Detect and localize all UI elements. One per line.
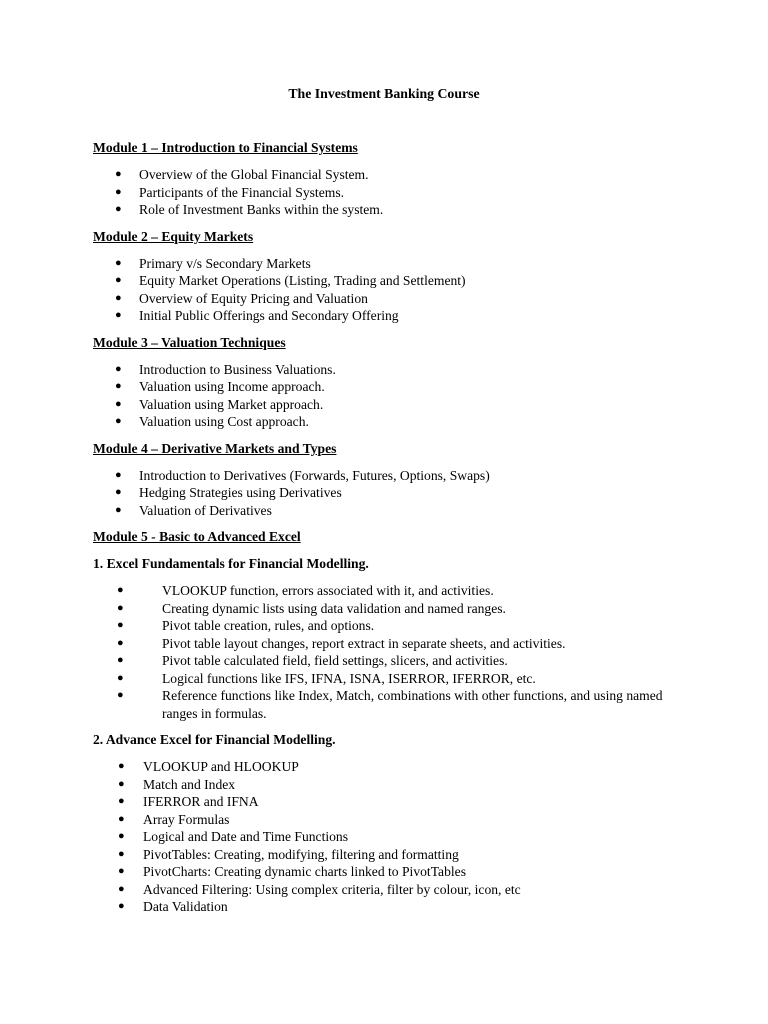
list-item-text: Valuation of Derivatives <box>139 502 272 518</box>
list-item-text: Pivot table layout changes, report extract in separate sheets, and activities. <box>162 635 566 651</box>
list-item-text: Introduction to Derivatives (Forwards, Futures, Options, Swaps) <box>139 467 490 483</box>
bullet-icon: ● <box>118 812 125 825</box>
bullet-icon: ● <box>115 203 122 215</box>
bullet-icon: ● <box>118 760 125 772</box>
list-item-text: VLOOKUP function, errors associated with it, and activities. <box>162 583 494 598</box>
list-item-text: Advanced Filtering: Using complex criteria, filter by colour, icon, etc <box>143 881 521 897</box>
list-item-text: Valuation using Cost approach. <box>139 414 309 429</box>
list-item <box>93 811 693 829</box>
module-heading: Module 5 - Basic to Advanced Excel <box>93 529 301 544</box>
list-item-text: Initial Public Offerings and Secondary Offering <box>139 308 399 323</box>
document-title: The Investment Banking Course <box>288 86 480 101</box>
bullet-icon: ● <box>115 468 122 481</box>
bullet-icon: ● <box>117 601 124 614</box>
bullet-icon: ● <box>118 777 125 790</box>
bullet-icon: ● <box>115 291 122 304</box>
list-item <box>93 582 693 600</box>
bullet-icon: ● <box>118 865 125 877</box>
bullet-icon: ● <box>115 168 122 180</box>
list-item-text: Hedging Strategies using Derivatives <box>139 485 342 500</box>
module-heading: Module 3 – Valuation Techniques <box>93 334 286 350</box>
list-item-text: Data Validation <box>143 899 228 914</box>
list-item-text: Valuation using Income approach. <box>139 379 325 394</box>
list-item-text: VLOOKUP and HLOOKUP <box>143 759 299 774</box>
list-item-text: PivotTables: Creating, modifying, filtering and formatting <box>143 846 459 862</box>
list-item <box>93 776 693 794</box>
list-item <box>93 290 693 308</box>
bullet-icon: ● <box>118 795 125 807</box>
bullet-icon: ● <box>118 900 125 912</box>
list-item-text: Reference functions like Index, Match, combinations with other functions, and using named ranges in formulas. <box>162 688 663 721</box>
module-heading: Module 2 – Equity Markets <box>93 228 254 244</box>
bullet-icon: ● <box>115 185 122 198</box>
list-item <box>93 484 693 502</box>
list-item <box>93 828 693 846</box>
list-item-text: Logical and Date and Time Functions <box>143 829 349 844</box>
list-item <box>93 184 693 202</box>
list-item <box>93 502 693 520</box>
list-item <box>93 378 693 396</box>
list-item-text: Role of Investment Banks within the system. <box>139 202 384 217</box>
list-item-text: Equity Market Operations (Listing, Trading and Settlement) <box>139 273 466 288</box>
bullet-icon: ● <box>115 415 122 427</box>
list-item <box>93 413 693 431</box>
list-item <box>93 635 693 653</box>
list-item <box>93 881 693 899</box>
module-5 <box>93 528 693 916</box>
bullet-icon: ● <box>118 882 125 895</box>
list-item <box>93 687 693 722</box>
list-item <box>93 272 693 290</box>
module-1 <box>93 139 693 219</box>
list-item <box>93 166 693 184</box>
list-item-text: Array Formulas <box>143 811 230 827</box>
bullet-icon: ● <box>118 847 125 860</box>
bullet-icon: ● <box>117 584 124 596</box>
list-item-text: Match and Index <box>143 776 236 792</box>
list-item-text: Participants of the Financial Systems. <box>139 184 345 200</box>
list-item <box>93 793 693 811</box>
bullet-icon: ● <box>117 654 124 666</box>
section-subheading: 2. Advance Excel for Financial Modelling. <box>93 732 336 747</box>
module-item-list <box>93 361 693 431</box>
list-item-text: Pivot table creation, rules, and options. <box>162 618 375 633</box>
bullet-icon: ● <box>115 380 122 392</box>
list-item <box>93 846 693 864</box>
list-item <box>93 670 693 688</box>
list-item-text: Introduction to Business Valuations. <box>139 361 336 377</box>
list-item-text: Overview of the Global Financial System. <box>139 167 369 182</box>
list-item <box>93 863 693 881</box>
module-2 <box>93 228 693 325</box>
list-item-text: PivotCharts: Creating dynamic charts linked to PivotTables <box>143 864 466 879</box>
list-item <box>93 617 693 635</box>
list-item-text: Primary v/s Secondary Markets <box>139 255 311 271</box>
bullet-icon: ● <box>117 689 124 701</box>
module-item-list <box>93 255 693 325</box>
list-item <box>93 201 693 219</box>
bullet-icon: ● <box>115 256 122 269</box>
module-item-list <box>93 467 693 520</box>
bullet-icon: ● <box>115 274 122 286</box>
section-item-list <box>93 582 693 722</box>
bullet-icon: ● <box>115 309 122 321</box>
list-item-text: Creating dynamic lists using data validation and named ranges. <box>162 600 506 616</box>
module-4 <box>93 440 693 520</box>
list-item <box>93 600 693 618</box>
bullet-icon: ● <box>117 636 124 649</box>
list-item <box>93 467 693 485</box>
bullet-icon: ● <box>118 830 125 842</box>
module-heading: Module 1 – Introduction to Financial Systems <box>93 140 358 155</box>
list-item <box>93 898 693 916</box>
module-3 <box>93 334 693 431</box>
section-subheading: 1. Excel Fundamentals for Financial Modelling. <box>93 556 369 571</box>
list-item <box>93 758 693 776</box>
bullet-icon: ● <box>117 671 124 684</box>
section-item-list <box>93 758 693 916</box>
list-item <box>93 396 693 414</box>
list-item-text: Overview of Equity Pricing and Valuation <box>139 290 368 306</box>
bullet-icon: ● <box>115 362 122 375</box>
bullet-icon: ● <box>117 619 124 631</box>
list-item-text: Logical functions like IFS, IFNA, ISNA, ISERROR, IFERROR, etc. <box>162 670 536 686</box>
document-body <box>93 139 693 925</box>
bullet-icon: ● <box>115 486 122 498</box>
list-item-text: IFERROR and IFNA <box>143 794 259 809</box>
list-item <box>93 307 693 325</box>
list-item <box>93 255 693 273</box>
list-item <box>93 361 693 379</box>
list-item <box>93 652 693 670</box>
module-item-list <box>93 166 693 219</box>
bullet-icon: ● <box>115 397 122 410</box>
bullet-icon: ● <box>115 503 122 516</box>
list-item-text: Valuation using Market approach. <box>139 396 324 412</box>
module-heading: Module 4 – Derivative Markets and Types <box>93 440 337 456</box>
list-item-text: Pivot table calculated field, field settings, slicers, and activities. <box>162 653 508 668</box>
